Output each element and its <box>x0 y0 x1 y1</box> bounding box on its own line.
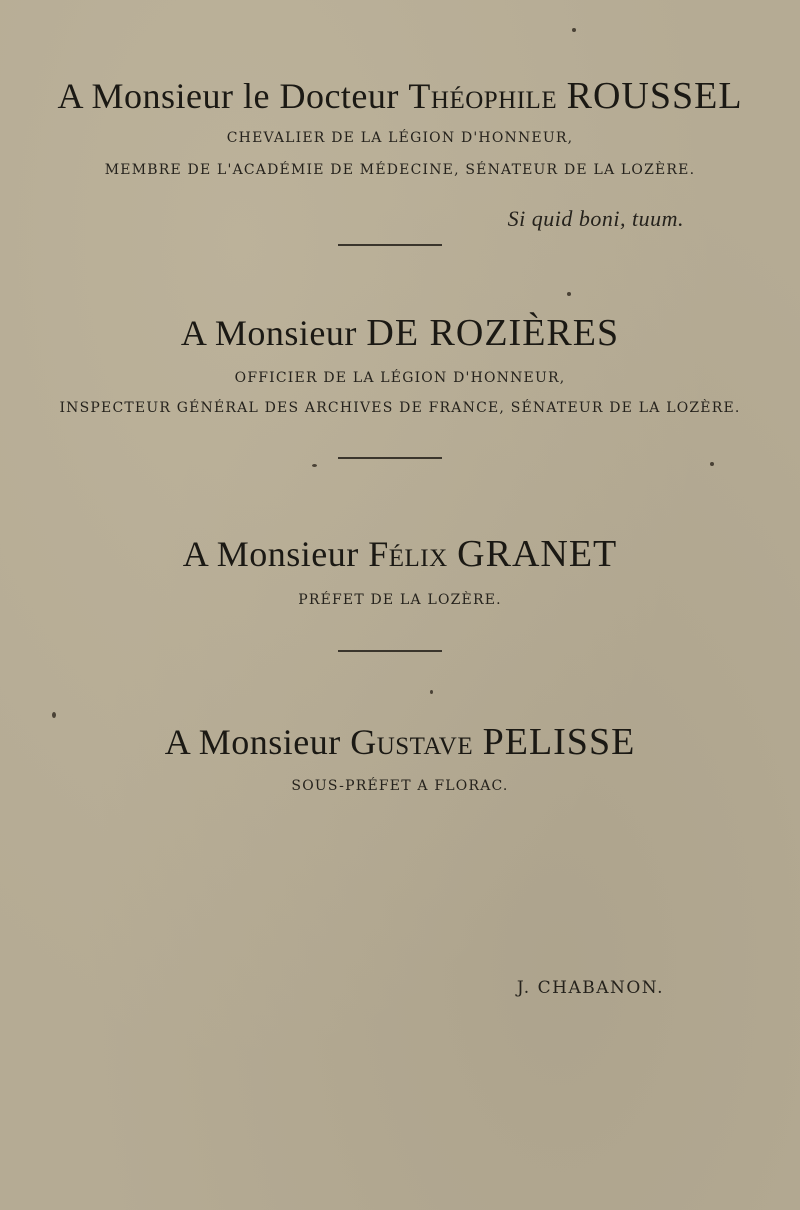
dedication-rozieres-line-2: INSPECTEUR GÉNÉRAL DES ARCHIVES DE FRANCE, SÉNATEUR DE LA LOZÈRE. <box>59 400 741 416</box>
heading-prefix: A Monsieur <box>182 534 369 574</box>
heading-surname: DE ROZIÈRES <box>366 312 620 354</box>
dedication-granet-line-1: PRÉFET DE LA LOZÈRE. <box>298 592 502 608</box>
signature: J. CHABANON. <box>516 978 664 998</box>
motto: Si quid boni, tuum. <box>507 206 684 231</box>
dedication-granet-heading <box>0 532 800 576</box>
dedication-rozieres-heading <box>0 311 800 355</box>
dedication-roussel-heading <box>0 74 800 118</box>
paper-speck <box>710 462 714 466</box>
paper-speck <box>567 292 571 296</box>
heading-firstname: Théophile <box>408 76 558 116</box>
heading-prefix: A Monsieur <box>164 722 351 762</box>
dedication-pelisse-line-1: SOUS-PRÉFET A FLORAC. <box>291 778 509 794</box>
divider-rule <box>338 650 442 652</box>
dedication-roussel-line-2: MEMBRE DE L'ACADÉMIE DE MÉDECINE, SÉNATEUR DE LA LOZÈRE. <box>104 162 696 178</box>
dedication-rozieres-line-1: OFFICIER DE LA LÉGION D'HONNEUR, <box>234 370 566 386</box>
paper-speck <box>52 712 56 718</box>
divider-rule <box>338 457 442 459</box>
divider-rule <box>338 244 442 246</box>
heading-surname: PELISSE <box>482 721 636 763</box>
dedication-pelisse-heading <box>0 720 800 764</box>
heading-firstname: Félix <box>368 534 448 574</box>
paper-speck <box>572 28 576 32</box>
heading-prefix: A Monsieur le Docteur <box>57 76 409 116</box>
heading-surname: ROUSSEL <box>566 75 743 117</box>
dedication-roussel-line-1: CHEVALIER DE LA LÉGION D'HONNEUR, <box>226 130 574 146</box>
heading-surname: GRANET <box>457 533 618 575</box>
heading-prefix: A Monsieur <box>180 313 367 353</box>
heading-firstname: Gustave <box>350 722 474 762</box>
paper-speck <box>312 464 317 467</box>
paper-speck <box>430 690 433 694</box>
